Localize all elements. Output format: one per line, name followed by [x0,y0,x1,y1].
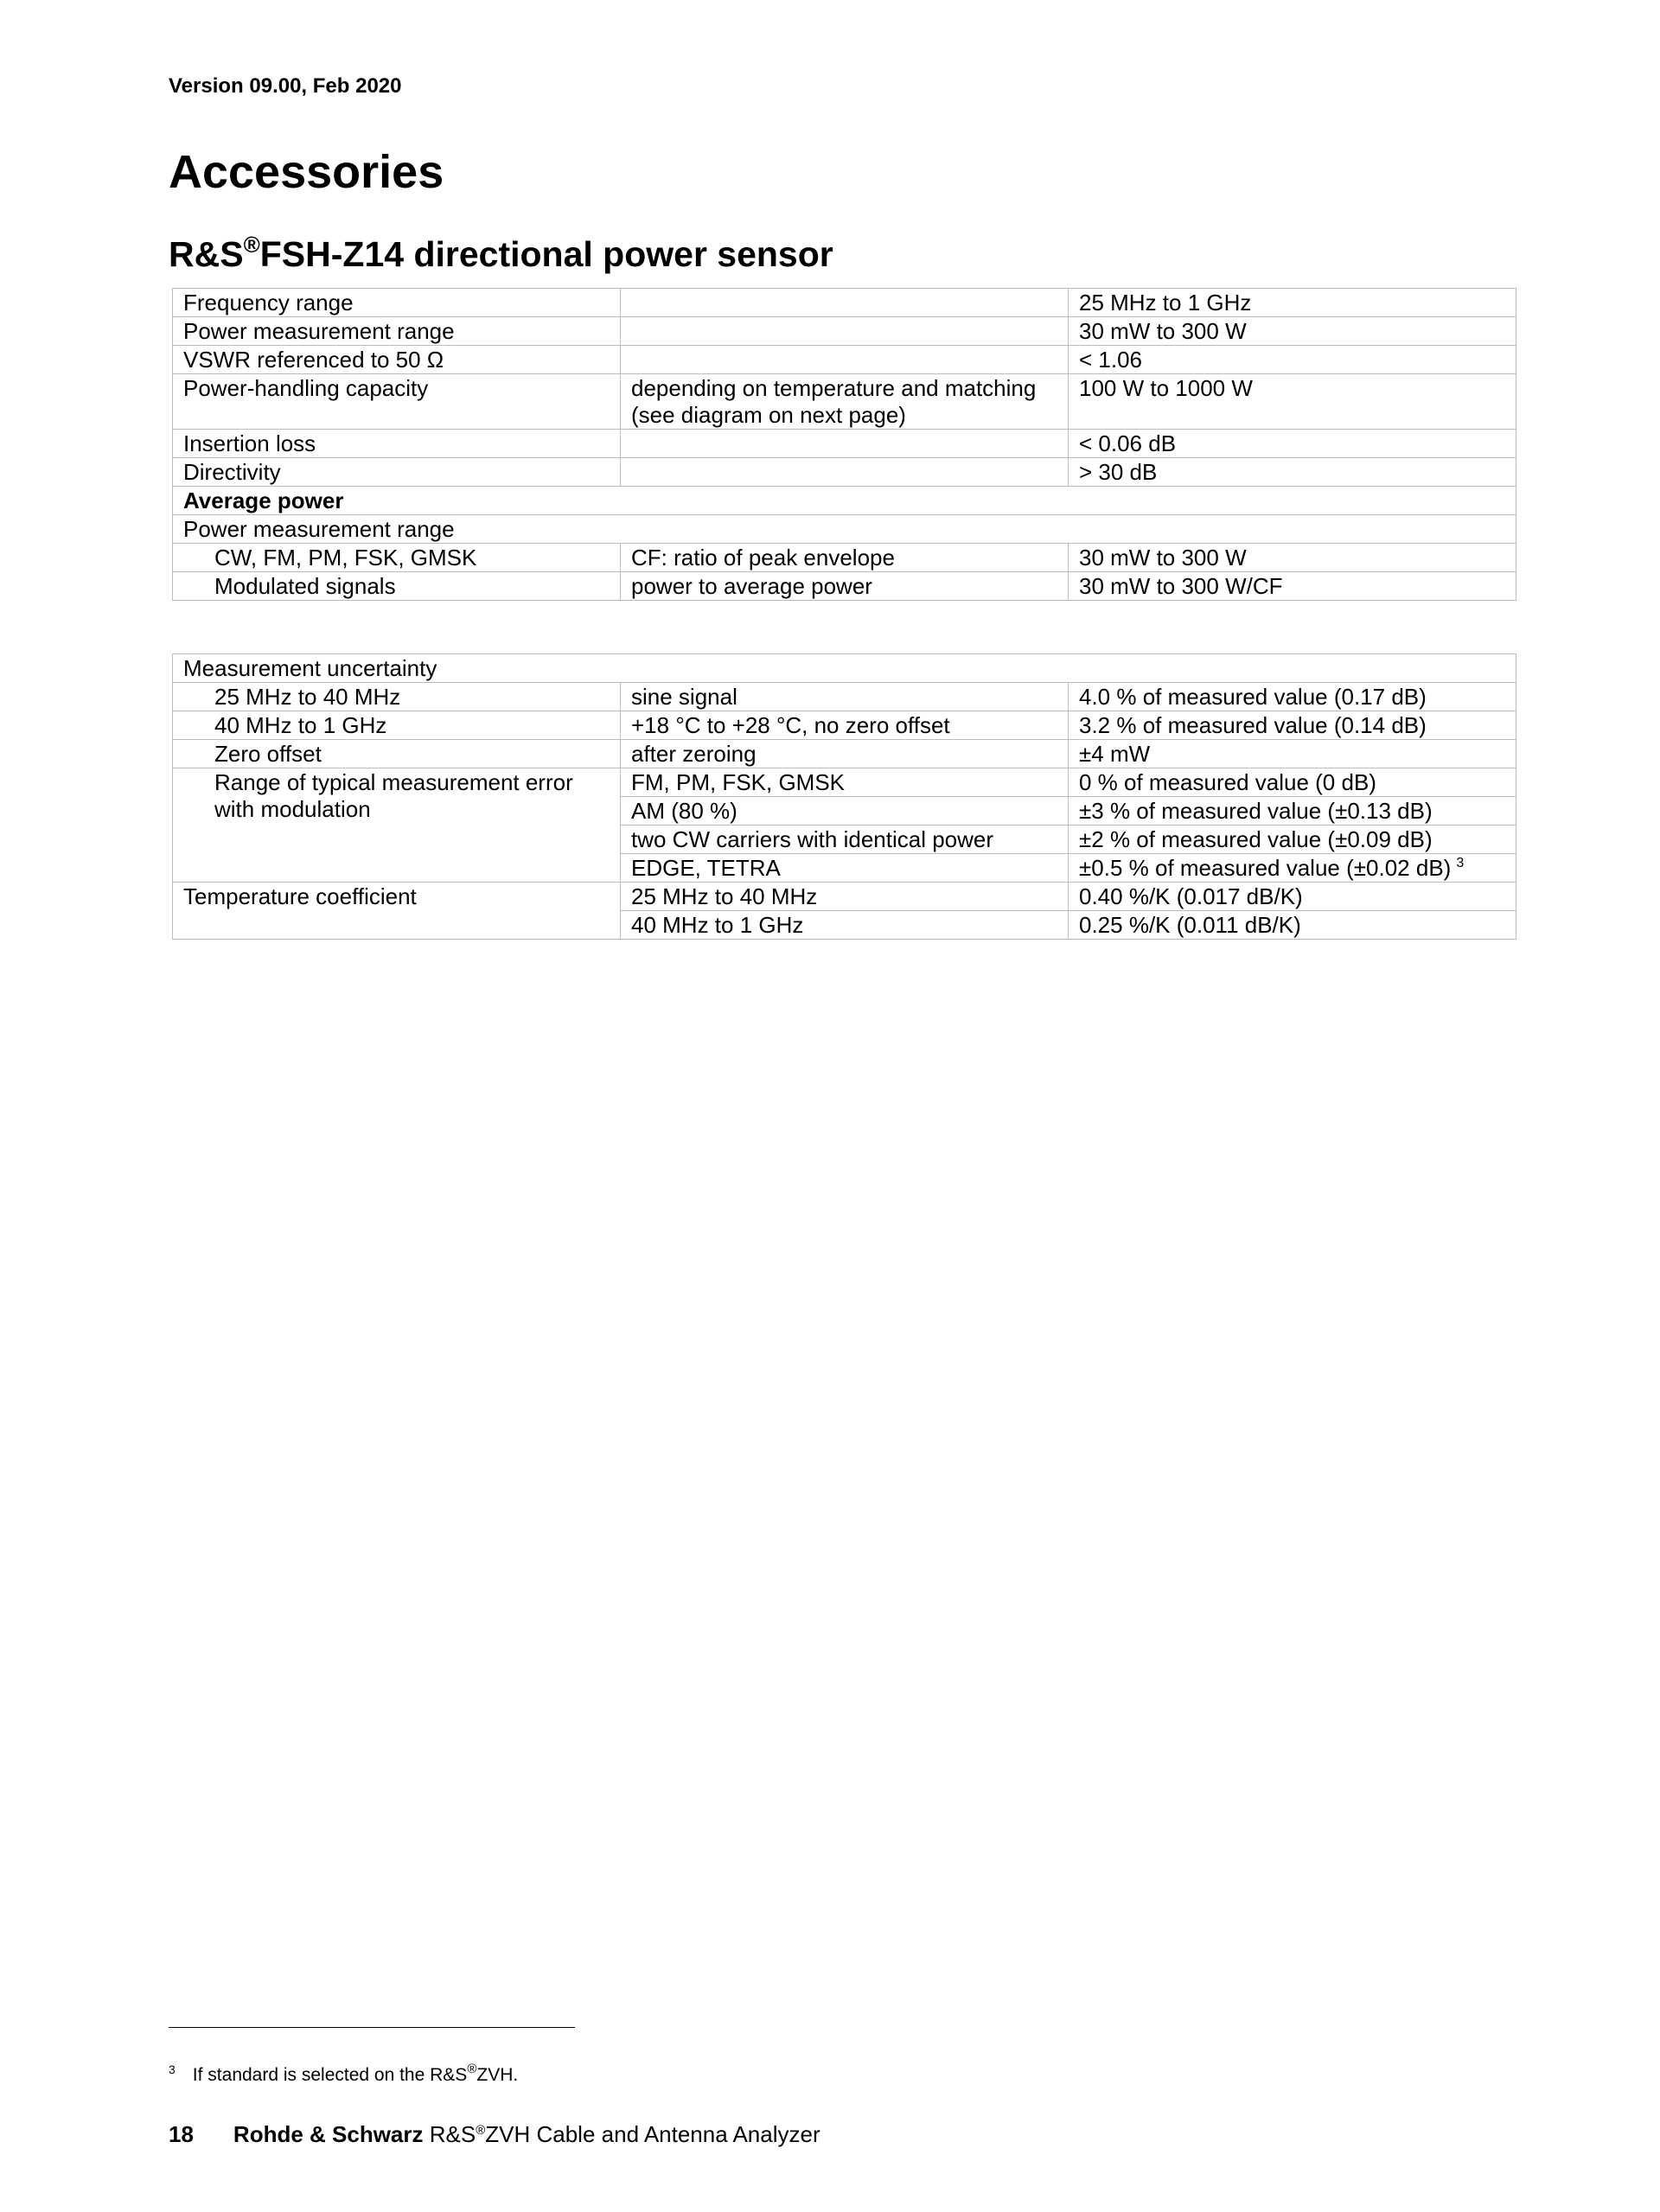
value-cell: 30 mW to 300 W [1069,544,1516,572]
footer-product-suffix: ZVH Cable and Antenna Analyzer [485,2121,820,2147]
param-cell: CW, FM, PM, FSK, GMSK [173,544,621,572]
param-cell: Directivity [173,458,621,487]
table-row [173,572,1516,601]
condition-cell: AM (80 %) [621,797,1069,826]
value-cell: ±2 % of measured value (±0.09 dB) [1069,826,1516,854]
value-cell [1069,854,1516,883]
table-row [173,374,1516,430]
value-text: ±0.5 % of measured value (±0.02 dB) [1079,855,1452,881]
param-cell: Modulated signals [173,572,621,601]
footnote-text-suffix: ZVH. [476,2065,519,2085]
group-label-cell: Power measurement range [173,515,1516,544]
page-footer [169,2121,820,2148]
param-cell: Temperature coefficient [173,883,621,940]
condition-cell: +18 °C to +28 °C, no zero offset [621,711,1069,740]
param-cell: VSWR referenced to 50 Ω [173,346,621,374]
registered-mark: ® [467,2062,477,2076]
condition-line: (see diagram on next page) [631,402,906,428]
table-row [173,458,1516,487]
condition-cell: sine signal [621,683,1069,711]
condition-cell: FM, PM, FSK, GMSK [621,768,1069,797]
spec-table-power-sensor [172,288,1516,601]
condition-cell [621,374,1069,430]
table-row [173,515,1516,544]
table-row [173,740,1516,768]
table-row [173,768,1516,797]
section-title-suffix: FSH-Z14 directional power sensor [259,234,833,274]
param-cell: 40 MHz to 1 GHz [173,711,621,740]
param-cell: Frequency range [173,289,621,317]
table-row [173,683,1516,711]
table-row [173,544,1516,572]
param-line: Range of typical measurement error [214,769,573,795]
value-cell: 100 W to 1000 W [1069,374,1516,430]
condition-cell: 40 MHz to 1 GHz [621,911,1069,940]
condition-cell [621,458,1069,487]
value-cell: 3.2 % of measured value (0.14 dB) [1069,711,1516,740]
footer-brand: Rohde & Schwarz [233,2121,424,2147]
condition-cell: after zeroing [621,740,1069,768]
value-cell: 25 MHz to 1 GHz [1069,289,1516,317]
value-cell: < 1.06 [1069,346,1516,374]
table-row [173,883,1516,911]
footnote-number: 3 [169,2062,176,2076]
param-cell: Zero offset [173,740,621,768]
page-number: 18 [169,2121,194,2147]
condition-cell: CF: ratio of peak envelope [621,544,1069,572]
value-cell: 0 % of measured value (0 dB) [1069,768,1516,797]
version-header: Version 09.00, Feb 2020 [169,74,402,98]
subheading-cell: Average power [173,487,1516,515]
param-line: with modulation [214,796,371,822]
condition-cell [621,346,1069,374]
param-cell: Power-handling capacity [173,374,621,430]
footnote-text-prefix: If standard is selected on the R&S [192,2065,468,2085]
footnote-reference[interactable]: 3 [1456,856,1465,870]
registered-mark: ® [243,232,260,258]
group-label-cell: Measurement uncertainty [173,654,1516,683]
condition-cell: two CW carriers with identical power [621,826,1069,854]
table-row [173,346,1516,374]
footnote-divider [169,2027,575,2028]
condition-line: depending on temperature and matching [631,375,1037,401]
value-cell: 30 mW to 300 W/CF [1069,572,1516,601]
condition-cell: power to average power [621,572,1069,601]
value-cell: 0.40 %/K (0.017 dB/K) [1069,883,1516,911]
section-title-prefix: R&S [169,234,244,274]
value-cell: 0.25 %/K (0.011 dB/K) [1069,911,1516,940]
condition-cell [621,289,1069,317]
table-row [173,711,1516,740]
value-cell: 30 mW to 300 W [1069,317,1516,346]
value-cell: 4.0 % of measured value (0.17 dB) [1069,683,1516,711]
value-cell: > 30 dB [1069,458,1516,487]
spec-table-uncertainty [172,653,1516,940]
param-cell: 25 MHz to 40 MHz [173,683,621,711]
condition-cell [621,430,1069,458]
table-row [173,654,1516,683]
footer-product-prefix: R&S [423,2121,476,2147]
condition-cell: EDGE, TETRA [621,854,1069,883]
param-cell: Power measurement range [173,317,621,346]
condition-cell: 25 MHz to 40 MHz [621,883,1069,911]
param-cell [173,768,621,883]
value-cell: < 0.06 dB [1069,430,1516,458]
value-cell: ±4 mW [1069,740,1516,768]
table-row [173,317,1516,346]
section-title [169,232,833,274]
value-cell: ±3 % of measured value (±0.13 dB) [1069,797,1516,826]
table-row [173,430,1516,458]
condition-cell [621,317,1069,346]
page-title: Accessories [169,146,444,198]
registered-mark: ® [476,2123,486,2138]
table-row [173,289,1516,317]
table-row [173,487,1516,515]
footnote [169,2062,518,2086]
param-cell: Insertion loss [173,430,621,458]
